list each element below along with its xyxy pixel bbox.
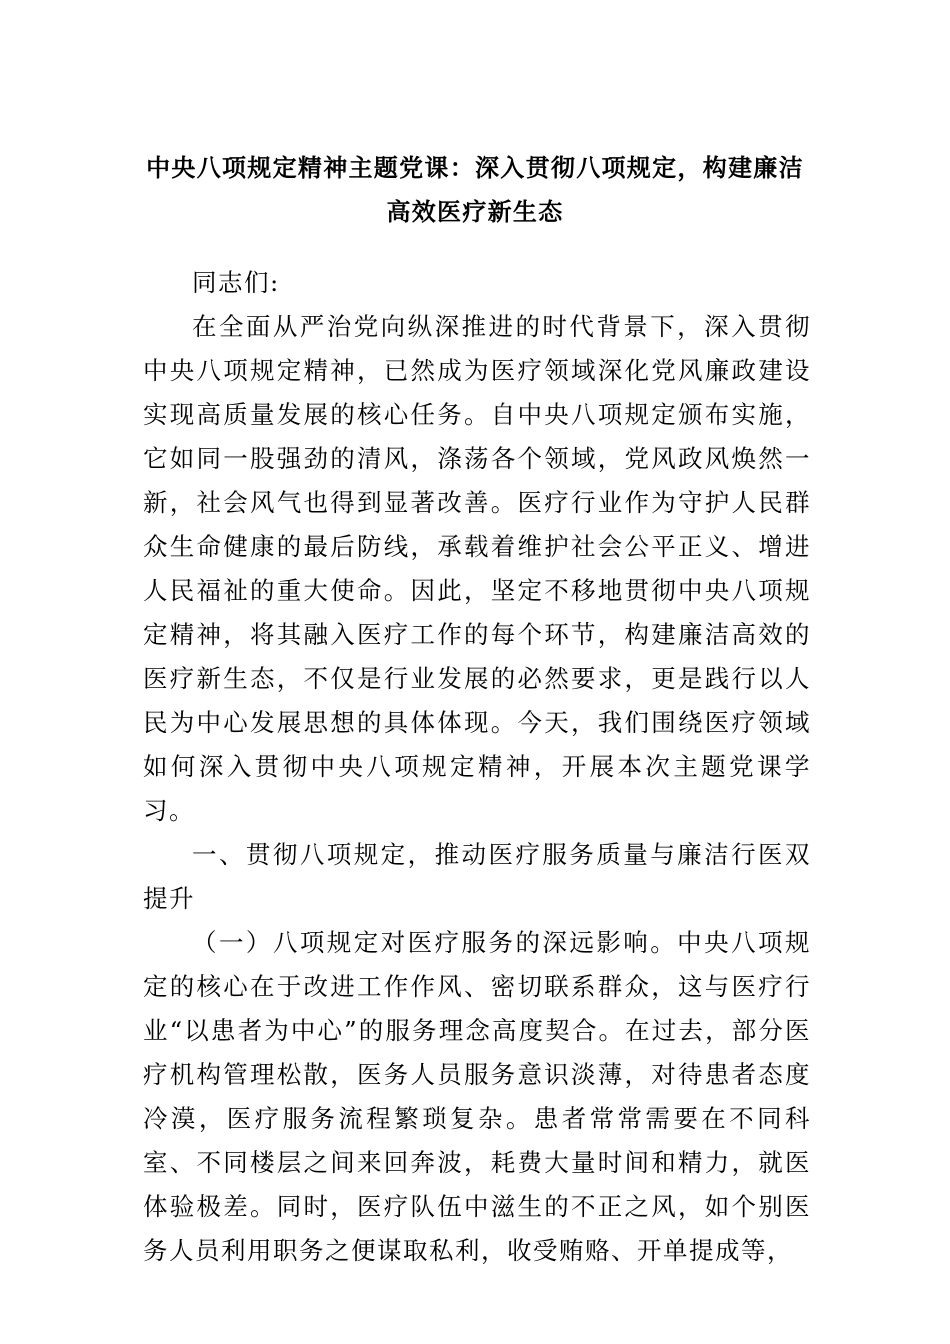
document-body — [143, 261, 811, 1273]
document-title: 中央八项规定精神主题党课：深入贯彻八项规定，构建廉洁高效医疗新生态 — [146, 154, 804, 226]
salutation-paragraph: 同志们: — [192, 268, 280, 297]
subsection-paragraph: （一）八项规定对医疗服务的深远影响。中央八项规定的核心在于改进工作作风、密切联系群众，这与医疗行业“以患者为中心”的服务理念高度契合。在过去，部分医疗机构管理松散，医务人员服务意识淡薄，对待患者态度冷漠，医疗服务流程繁琐复杂。患者常常需要在不同科室、不同楼层之间来回奔波，耗费大量时间和精力，就医体验极差。同时，医疗队伍中滋生的不正之风，如个别医务人员利用职务之便谋取私利，收受贿赂、开单提成等， — [143, 928, 811, 1265]
intro-paragraph: 在全面从严治党向纵深推进的时代背景下，深入贯彻中央八项规定精神，已然成为医疗领域深化党风廉政建设实现高质量发展的核心任务。自中央八项规定颁布实施，它如同一股强劲的清风，涤荡各个领域，党风政风焕然一新，社会风气也得到显著改善。医疗行业作为守护人民群众生命健康的最后防线，承载着维护社会公平正义、增进人民福祉的重大使命。因此，坚定不移地贯彻中央八项规定精神，将其融入医疗工作的每个环节，构建廉洁高效的医疗新生态，不仅是行业发展的必然要求，更是践行以人民为中心发展思想的具体体现。今天，我们围绕医疗领域如何深入贯彻中央八项规定精神，开展本次主题党课学习。 — [143, 312, 811, 825]
section-heading: 一、贯彻八项规定，推动医疗服务质量与廉洁行医双提升 — [143, 840, 811, 913]
